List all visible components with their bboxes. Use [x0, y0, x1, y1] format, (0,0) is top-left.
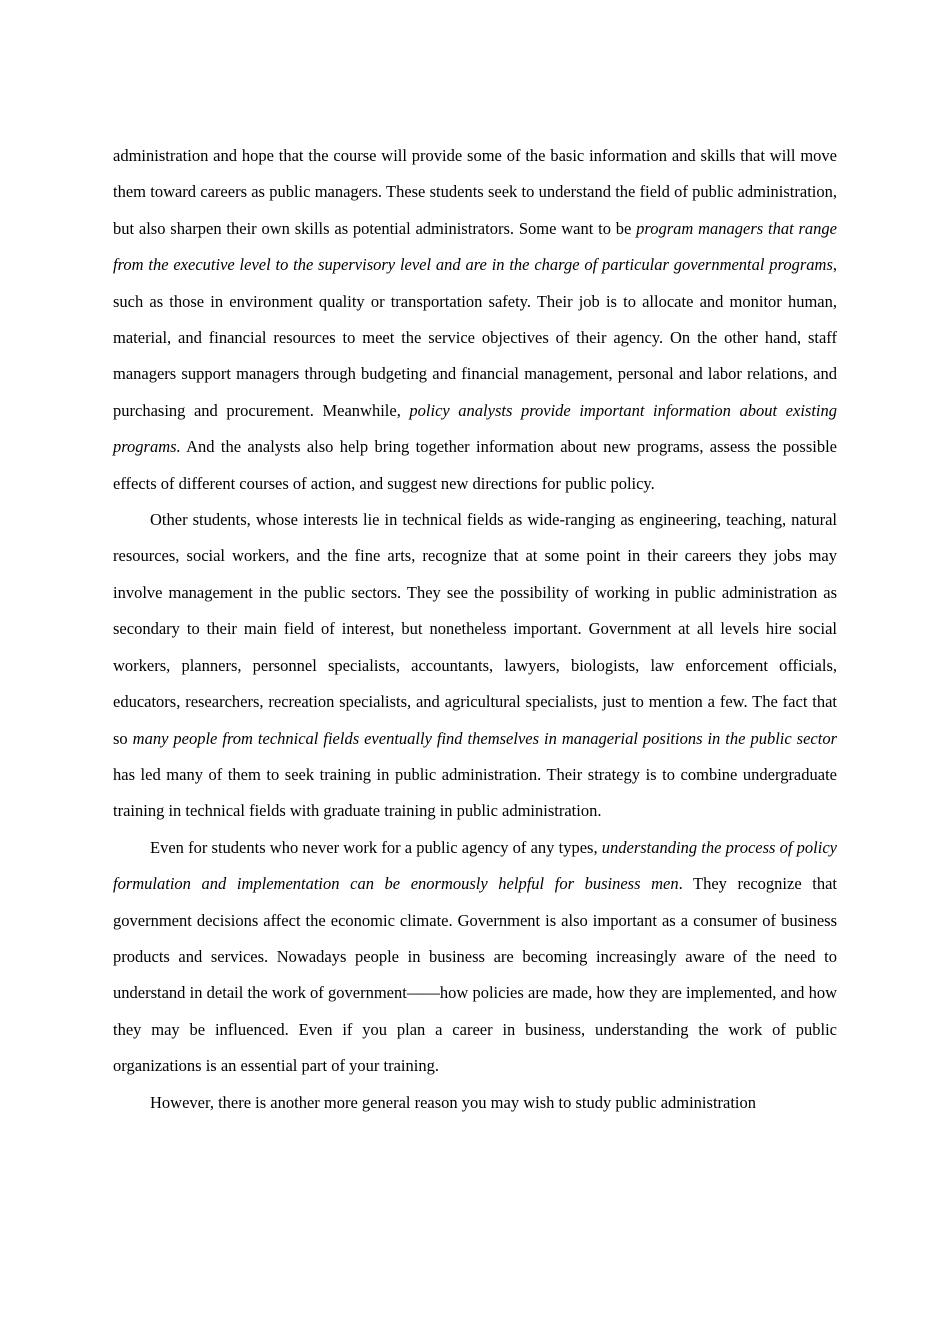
- paragraph: [113, 138, 837, 502]
- text-run: However, there is another more general reason you may wish to study public administration: [150, 1092, 757, 1112]
- document-page: [113, 138, 837, 1121]
- text-run: And the analysts also help bring together information about new programs, assess the possible effects of different courses of action, and suggest new directions for public policy.: [113, 437, 837, 493]
- italic-text-run: many people from technical fields eventually find themselves in managerial positions in the public sector: [132, 728, 837, 748]
- text-run: Other students, whose interests lie in technical fields as wide-ranging as engineering, teaching, natural resources, social workers, and the fine arts, recognize that at some point in their careers they jobs may involve management in the public sectors. They see the possibility of working in public administration as secondary to their main field of interest, but nonetheless important. Government at all levels hire social workers, planners, personnel specialists, accountants, lawyers, biologists, law enforcement officials, educators, researchers, recreation specialists, and agricultural specialists, just to mention a few. The fact that so: [113, 510, 837, 748]
- italic-text-run: program managers that range from the executive level to the supervisory level and are in the charge of particular governmental programs: [113, 218, 837, 275]
- text-run: , such as those in environment quality or transportation safety. Their job is to allocate and monitor human, material, and financial resources to meet the service objectives of their agency. On the other hand, staff managers support managers through budgeting and financial management, personal and labor relations, and purchasing and procurement. Meanwhile,: [113, 255, 837, 420]
- paragraph: [113, 502, 837, 830]
- text-run: administration and hope that the course will provide some of the basic information and skills that will move them toward careers as public managers. These students seek to understand the field of public administration, but also sharpen their own skills as potential administrators. Some want to be: [113, 146, 837, 238]
- text-run: has led many of them to seek training in public administration. Their strategy is to combine undergraduate training in technical fields with graduate training in public administration.: [113, 764, 837, 821]
- paragraph: [113, 830, 837, 1085]
- italic-text-run: policy analysts provide important information about existing programs.: [113, 400, 838, 457]
- italic-text-run: understanding the process of policy formulation and implementation can be enormously helpful for business men: [113, 837, 837, 894]
- text-run: Even for students who never work for a public agency of any types,: [150, 837, 602, 857]
- text-run: . They recognize that government decisions affect the economic climate. Government is also important as a consumer of business products and services. Nowadays people in business are becoming increasingly aware of the need to understand in detail the work of government——how policies are made, how they are implemented, and how they may be influenced. Even if you plan a career in business, understanding the work of public organizations is an essential part of your training.: [113, 874, 837, 1076]
- paragraph: [113, 1085, 837, 1121]
